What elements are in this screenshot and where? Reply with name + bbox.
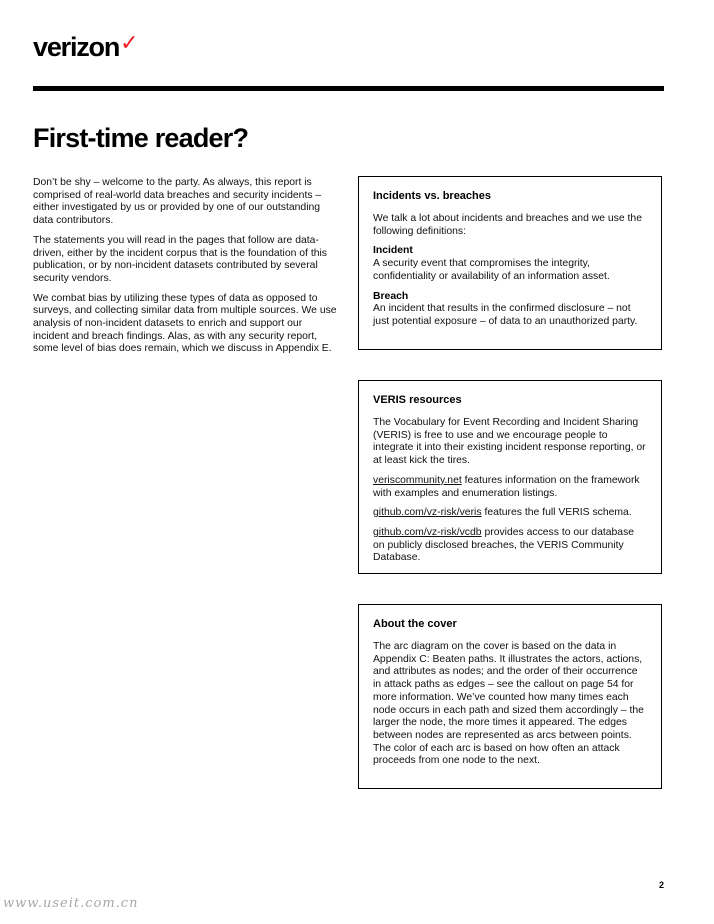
box-lead: We talk a lot about incidents and breaches and we use the following definitions: (373, 213, 642, 237)
breach-definition (373, 291, 647, 329)
veris-github-link[interactable]: github.com/vz-risk/veris (373, 507, 482, 519)
box-heading: VERIS resources (373, 394, 462, 406)
box-heading: About the cover (373, 618, 457, 630)
incident-term: Incident (373, 245, 413, 257)
vcdb-github-link[interactable]: github.com/vz-risk/vcdb (373, 526, 482, 538)
breach-term: Breach (373, 290, 409, 302)
intro-paragraph: Don’t be shy – welcome to the party. As always, this report is comprised of real-world data breaches and security incidents – either investigated by us or provided by one of our outstanding data contributors. (33, 177, 322, 227)
intro-text (33, 177, 339, 363)
veris-resource-item: veriscommunity.net features information on the framework with examples and enumeration listings. (373, 474, 640, 499)
watermark: www.useit.com.cn (3, 896, 139, 911)
veriscommunity-link[interactable]: veriscommunity.net (373, 474, 462, 486)
box-heading: Incidents vs. breaches (373, 190, 491, 202)
about-the-cover-box (358, 604, 662, 789)
box-lead: The Vocabulary for Event Recording and Incident Sharing (VERIS) is free to use and we encourage people to integrate it into their existing incident response reporting, or at least kick the tires. (373, 417, 646, 467)
breach-definition-text: An incident that results in the confirmed disclosure – not just potential exposure – of data to an unauthorized party. (373, 303, 638, 327)
veris-resource-item: github.com/vz-risk/veris features the full VERIS schema. (373, 507, 632, 519)
cover-description: The arc diagram on the cover is based on the data in Appendix C: Beaten paths. It illustrates the actors, actions, and attributes as nodes; and the order of their occurrence in attack paths as edges – see the callout on page 54 for more information. We’ve counted how many times each node occurs in each path and sized them accordingly – the larger the node, the more times it appeared. The edges between nodes are represented as arcs between points. The color of each arc is based on how often an attack proceeds from one node to the next. (373, 641, 644, 767)
intro-paragraph: We combat bias by utilizing these types of data as opposed to surveys, and collecting similar data from multiple sources. We use analysis of non-incident datasets to enrich and support our incident and breach findings. Alas, as with any security report, some level of bias does remain, which we discuss in Appendix E. (33, 292, 337, 355)
intro-paragraph: The statements you will read in the pages that follow are data-driven, either by the incident corpus that is the foundation of this publication, or by non-incident datasets contributed by several security vendors. (33, 234, 328, 284)
checkmark-icon: ✓ (120, 30, 139, 55)
header-divider (33, 86, 664, 91)
veris-resources-box (358, 380, 662, 574)
incident-definition-text: A security event that compromises the integrity, confidentiality or availability of an information asset. (373, 258, 610, 282)
veris-resource-item: github.com/vz-risk/vcdb provides access to our database on publicly disclosed breaches, the VERIS Community Database. (373, 526, 635, 564)
page-number: 2 (658, 880, 664, 890)
verizon-logo: verizon✓ (33, 30, 139, 62)
page-title: First-time reader? (33, 123, 249, 153)
incidents-vs-breaches-box (358, 176, 662, 350)
incident-definition (373, 245, 647, 283)
